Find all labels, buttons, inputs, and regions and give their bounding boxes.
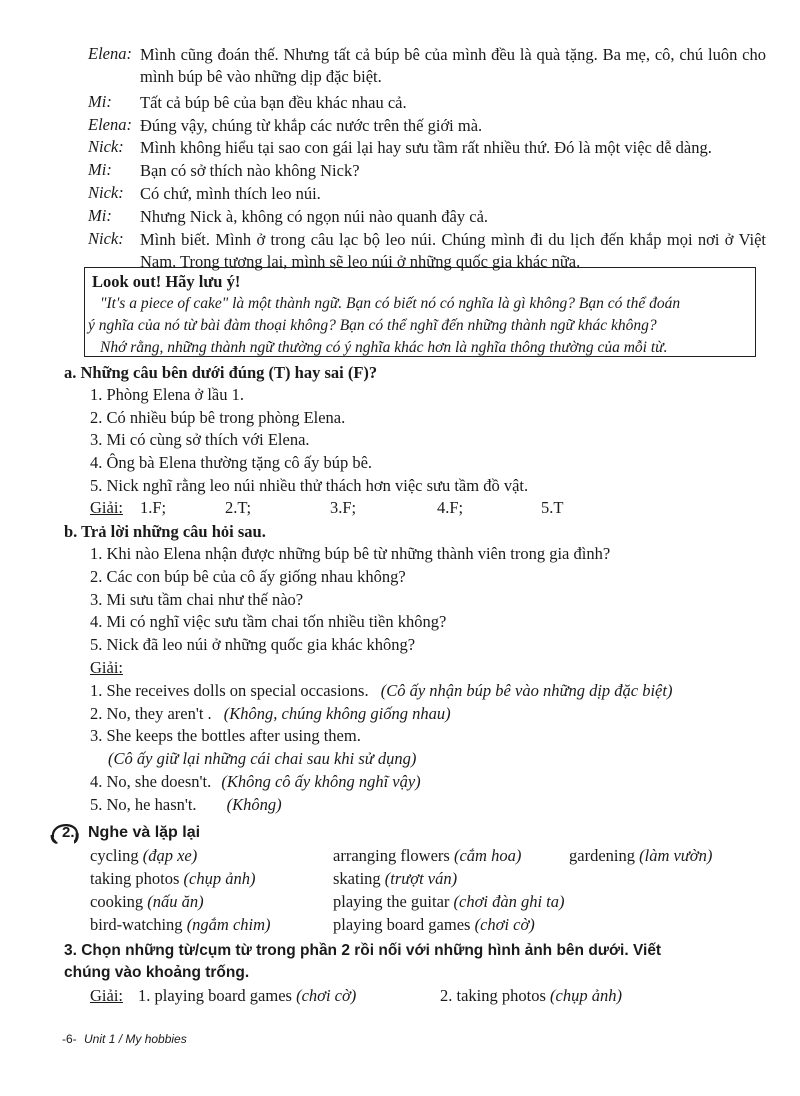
dialogue-text: Nhưng Nick à, không có ngọn núi nào quanh đây cả.: [140, 207, 489, 226]
answer-vi: (Cô ấy giữ lại những cái chai sau khi sử dụng): [108, 749, 417, 768]
vocab-item: skating (trượt ván): [333, 869, 458, 888]
section-3-heading: chúng vào khoảng trống.: [64, 964, 250, 981]
list-item: 2. Có nhiều búp bê trong phòng Elena.: [90, 408, 346, 427]
answer-line: [90, 771, 421, 793]
dialogue-text: Mình biết. Mình ở trong câu lạc bộ leo núi. Chúng mình đi du lịch đến khắp mọi nơi ở Việt Nam. Trong tương lai, mình sẽ leo núi ở những quốc gia khác nữa.: [140, 230, 766, 271]
speaker: Elena:: [88, 115, 132, 134]
answer-vi: (Không, chúng không giống nhau): [223, 704, 451, 723]
lookout-text: ý nghĩa của nó từ bài đàm thoại không? Bạn có thể nghĩ đến những thành ngữ khác không?: [88, 317, 657, 334]
list-item: 5. Nick nghĩ rằng leo núi nhiều thử thách hơn việc sưu tầm đồ vật.: [90, 476, 529, 495]
answer-line: 1. playing board games (chơi cờ): [138, 986, 357, 1005]
speaker: Nick:: [88, 137, 124, 156]
speaker: Nick:: [88, 229, 124, 248]
giai-label: Giải:: [90, 986, 123, 1005]
answer: 1.F;: [140, 498, 167, 517]
page-footer: [62, 1028, 187, 1050]
dialogue-text: Mình cũng đoán thế. Nhưng tất cả búp bê của mình đều là quà tặng. Ba mẹ, cô, chú luôn cho mình búp bê vào những dịp đặc biệt.: [140, 45, 766, 86]
vocab-item: gardening (làm vườn): [569, 846, 713, 865]
answer-line: 2. taking photos (chụp ảnh): [440, 986, 622, 1005]
section-b-heading: b. Trả lời những câu hỏi sau.: [64, 522, 266, 541]
answer: 5.T: [541, 498, 564, 517]
answer: 3.F;: [330, 498, 357, 517]
list-item: 1. Phòng Elena ở lầu 1.: [90, 385, 244, 404]
dialogue-text: Có chứ, mình thích leo núi.: [140, 184, 321, 203]
vocab-item: arranging flowers (cắm hoa): [333, 846, 522, 865]
answer-line: [90, 703, 451, 725]
dialogue-text: Tất cả búp bê của bạn đều khác nhau cả.: [140, 93, 407, 112]
answer-vi: (Cô ấy nhận búp bê vào những dịp đặc biệt): [380, 681, 673, 700]
speaker: Mi:: [88, 92, 112, 111]
vocab-item: playing the guitar (chơi đàn ghi ta): [333, 892, 565, 911]
page-number: -6-: [62, 1032, 77, 1046]
dialogue-text: Mình không hiểu tại sao con gái lại hay sưu tầm rất nhiều thứ. Đó là một việc dễ dàng.: [140, 138, 712, 157]
lookout-text: Nhớ rằng, những thành ngữ thường có ý nghĩa khác hơn là nghĩa thông thường của mỗi từ.: [100, 339, 668, 356]
section-2-heading: Nghe và lặp lại: [88, 824, 201, 841]
answer-line: [90, 794, 282, 816]
answer-en: 4. No, she doesn't.: [90, 772, 212, 791]
answer-en: 5. No, he hasn't.: [90, 795, 197, 814]
list-item: 3. Mi sưu tầm chai như thế nào?: [90, 590, 304, 609]
answer-en: 1. She receives dolls on special occasions.: [90, 681, 369, 700]
answer-en: 2. No, they aren't .: [90, 704, 212, 723]
vocab-item: bird-watching (ngắm chim): [90, 915, 271, 934]
list-item: 2. Các con búp bê của cô ấy giống nhau không?: [90, 567, 406, 586]
speaker: Mi:: [88, 206, 112, 225]
speaker: Elena:: [88, 44, 132, 63]
vocab-item: playing board games (chơi cờ): [333, 915, 535, 934]
list-item: 3. Mi có cùng sở thích với Elena.: [90, 430, 310, 449]
lookout-title: Look out! Hãy lưu ý!: [92, 272, 241, 291]
list-item: 4. Mi có nghĩ việc sưu tầm chai tốn nhiều tiền không?: [90, 612, 447, 631]
section-a-heading: a. Những câu bên dưới đúng (T) hay sai (F)?: [64, 363, 378, 382]
list-item: 1. Khi nào Elena nhận được những búp bê từ những thành viên trong gia đình?: [90, 544, 611, 563]
answer-line: [90, 725, 361, 747]
dialogue-text: Đúng vậy, chúng từ khắp các nước trên thế giới mà.: [140, 116, 483, 135]
answer-en: 3. She keeps the bottles after using them.: [90, 726, 361, 745]
vocab-item: cycling (đạp xe): [90, 846, 198, 865]
dialogue-text: Bạn có sở thích nào không Nick?: [140, 161, 360, 180]
section-3-heading: 3. Chọn những từ/cụm từ trong phần 2 rồi nối với những hình ảnh bên dưới. Viết: [64, 942, 662, 959]
list-item: 4. Ông bà Elena thường tặng cô ấy búp bê.: [90, 453, 373, 472]
speaker: Mi:: [88, 160, 112, 179]
vocab-item: cooking (nấu ăn): [90, 892, 204, 911]
answer-line: [90, 680, 672, 702]
giai-label: Giải:: [90, 658, 123, 677]
answer: 2.T;: [225, 498, 252, 517]
speaker: Nick:: [88, 183, 124, 202]
answer-vi: (Không): [226, 795, 282, 814]
vocab-item: taking photos (chụp ảnh): [90, 869, 256, 888]
unit-label: Unit 1 / My hobbies: [84, 1032, 187, 1046]
lookout-text: "It's a piece of cake" là một thành ngữ. Bạn có biết nó có nghĩa là gì không? Bạn có thể đoán: [100, 295, 681, 312]
answer-vi: (Không cô ấy không nghĩ vậy): [221, 772, 421, 791]
list-item: 5. Nick đã leo núi ở những quốc gia khác không?: [90, 635, 416, 654]
giai-label: Giải:: [90, 498, 123, 517]
answer: 4.F;: [437, 498, 464, 517]
section-2-number: 2.: [62, 824, 75, 841]
